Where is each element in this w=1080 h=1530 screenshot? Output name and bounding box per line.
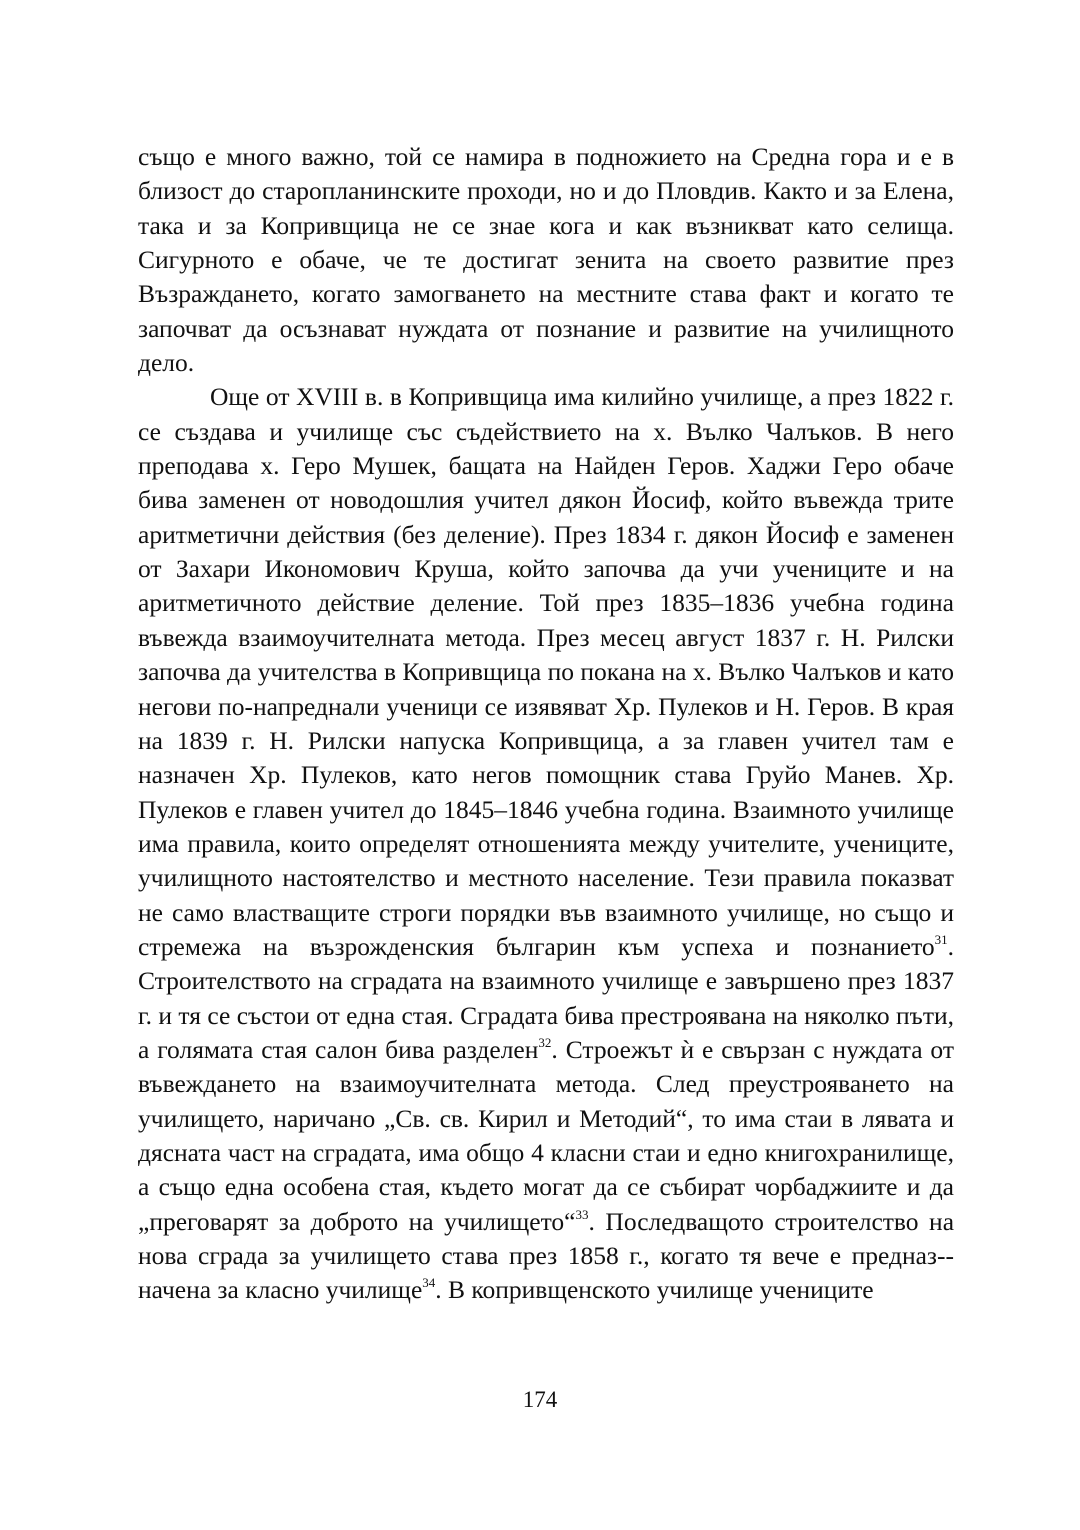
paragraph-text: Още от XVIII в. в Копривщица има килийно училище, а през 1822 г. се създава и училище със съдействието на х. Вълко Чалъков. В него преподава х. Геро Мушек, бащата на Найден Геров. Хаджи Геро обаче бива заменен от новодошлия учител дякон Йосиф, който въвежда трите аритметични действия (без деление). През 1834 г. дякон Йосиф е заменен от Захари Икономович Круша, който започва да учи учениците и на аритметичното действие деление. Той през 1835–1836 учебна година въвежда взаимоучителната метода. През месец август 1837 г. Н. Рилски започва да учителства в Копривщица по покана на х. Вълко Чалъков и като негови по-напреднали ученици се изявяват Хр. Пулеков и Н. Геров. В края на 1839 г. Н. Рилски напуска Копривщица, а за главен учител там е назначен Хр. Пулеков, като негов помощник става Груйо Манев. Хр. Пулеков е главен учител до 1845–1846 учебна година. Взаимното училище има правила, които определят отношенията между учителите, учениците, училищното настоятелство и местното население. Тези правила показват не само властващите строги порядки във взаимното училище, но също и стремежа на възрожденския българин към успеха и познанието	[138, 382, 954, 961]
paragraph-text: . Последващото строителство на нова сграда за училището става през 1858 г., когато тя вече е предназ-начена за класно училище	[138, 1206, 955, 1305]
paragraph-text: . В копривщенското училище учениците	[435, 1275, 874, 1305]
paragraph-2	[138, 380, 954, 1307]
page-number: 174	[522, 1387, 558, 1412]
body-text	[138, 140, 954, 1308]
paragraph-text: . Строителството на сградата на взаимното училище е завършено през 1837 г. и тя се състои от една стая. Сградата бива престроявана на няколко пъти, а голямата стая салон бива разделен	[138, 931, 954, 1064]
footnote-ref-32: 32	[538, 1034, 552, 1050]
paragraph-text: също е много важно, той се намира в подножието на Средна гора и е в близост до старопланинските проходи, но и до Пловдив. Както и за Елена, така и за Копривщица не се знае кога и как възникват като селища. Сигурното е обаче, че те достигат зенита на своето развитие през Възраждането, когато замогването на местните става факт и когато те започват да осъзнават нуждата от познание и развитие на училищното дело.	[138, 142, 954, 378]
paragraph-text: . Строежът ѝ е свързан с нуждата от въвеждането на взаимоучителната метода. След преустрояването на училището, наричано „Св. св. Кирил и Методий“, то има стаи в лявата и дясната част на сградата, има общо 4 класни стаи и едно книгохранилище, а също една особена стая, където могат да се събират чорбаджиите и да „преговарят за доброто на училището“	[138, 1034, 954, 1236]
footnote-ref-34: 34	[422, 1275, 436, 1291]
paragraph-1	[138, 140, 954, 380]
footnote-ref-33: 33	[575, 1206, 589, 1222]
footnote-ref-31: 31	[934, 931, 948, 947]
